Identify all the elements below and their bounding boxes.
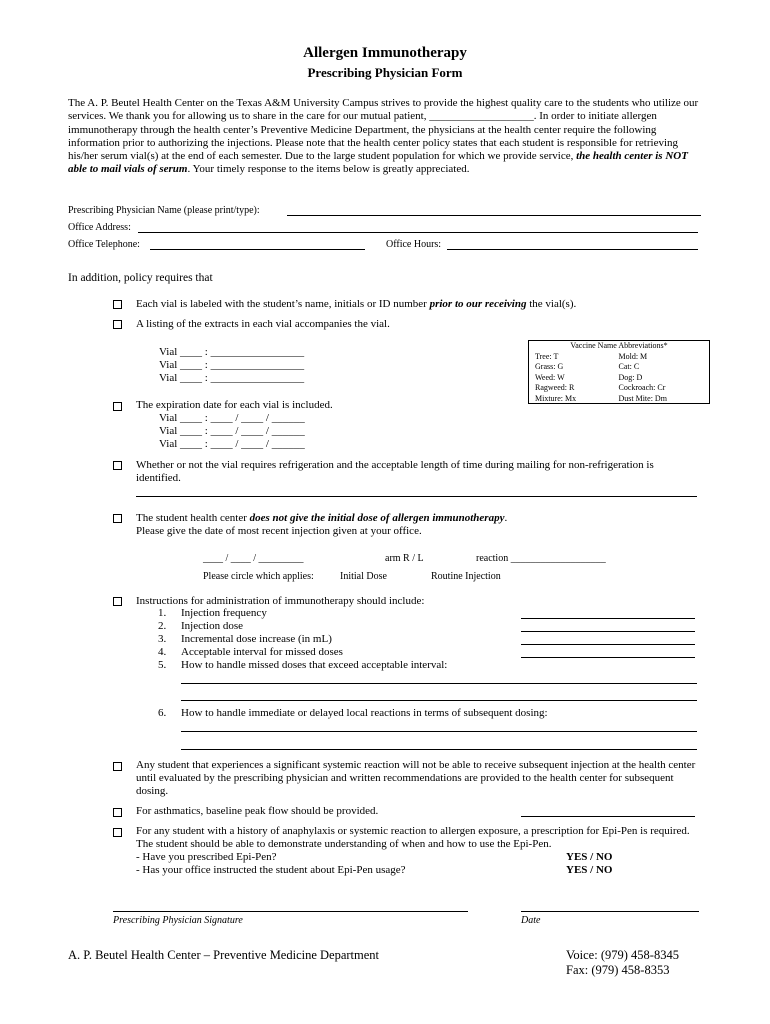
instruction-num-3: 3. <box>158 633 167 645</box>
office-address-field[interactable] <box>138 232 698 233</box>
item-initial-dose-text-2: . <box>504 512 508 524</box>
abbr-tree: Tree: T <box>535 351 559 361</box>
checkbox-instructions[interactable] <box>113 597 122 606</box>
epipen-question-2: - Has your office instructed the student about Epi-Pen usage? <box>136 864 406 876</box>
checkbox-systemic-reaction[interactable] <box>113 762 122 771</box>
arm-selector[interactable]: arm R / L <box>385 553 424 564</box>
instruction-field-3[interactable] <box>521 644 695 645</box>
vaccine-abbreviations-box <box>528 340 710 404</box>
instruction-text-6: How to handle immediate or delayed local reactions in terms of subsequent dosing: <box>181 707 548 719</box>
office-hours-field[interactable] <box>447 249 698 250</box>
circle-label: Please circle which applies: <box>203 571 314 582</box>
instructions-heading: Instructions for administration of immunotherapy should include: <box>136 595 425 607</box>
item-vial-labeled-emphasis: prior to our receiving <box>429 298 527 310</box>
instruction-text-5: How to handle missed doses that exceed acceptable interval: <box>181 659 448 671</box>
footer-fax: Fax: (979) 458-8353 <box>566 963 670 977</box>
form-title: Allergen Immunotherapy <box>303 45 467 61</box>
vial-date-line-3[interactable]: Vial ____ : ____ / ____ / ______ <box>159 438 305 450</box>
policy-intro: In addition, policy requires that <box>68 272 213 284</box>
item-vial-labeled <box>136 298 576 311</box>
item-systemic-reaction: Any student that experiences a significant systemic reaction will not be able to receive subsequent injection at the health center until evaluated by the prescribing physician and written recommendations are provided to the health center for subsequent dosing. <box>136 759 696 797</box>
checkbox-anaphylaxis[interactable] <box>113 828 122 837</box>
reaction-field[interactable]: reaction ___________________ <box>476 553 606 564</box>
instruction-field-5a[interactable] <box>181 683 697 684</box>
instruction-field-4[interactable] <box>521 657 695 658</box>
item-vial-labeled-text-1: Each vial is labeled with the student’s name, initials or ID number <box>136 298 430 310</box>
abbr-dog: Dog: D <box>618 372 643 382</box>
item-vial-labeled-text-2: the vial(s). <box>526 298 577 310</box>
instruction-field-6b[interactable] <box>181 749 697 750</box>
abbr-cat: Cat: C <box>618 362 640 371</box>
instruction-text-1: Injection frequency <box>181 607 267 619</box>
office-telephone-field[interactable] <box>150 249 365 250</box>
item-extracts-listing: A listing of the extracts in each vial accompanies the vial. <box>136 318 390 330</box>
footer-department: A. P. Beutel Health Center – Preventive Medicine Department <box>68 948 380 962</box>
item-initial-dose-emphasis: does not give the initial dose of allergen immunotherapy <box>249 512 505 524</box>
instruction-num-1: 1. <box>158 607 167 619</box>
checkbox-refrigeration[interactable] <box>113 461 122 470</box>
item-initial-dose <box>136 512 507 525</box>
instruction-num-5: 5. <box>158 659 167 671</box>
office-hours-label: Office Hours: <box>386 239 442 250</box>
office-address-label: Office Address: <box>68 222 131 233</box>
item-asthmatics: For asthmatics, baseline peak flow should be provided. <box>136 805 379 817</box>
abbr-ragweed: Ragweed: R <box>535 383 575 392</box>
intro-text-2: . Your timely response to the items below is greatly appreciated. <box>187 163 470 176</box>
footer-voice: Voice: (979) 458-8345 <box>566 948 679 962</box>
intro-paragraph <box>68 97 708 177</box>
instruction-text-2: Injection dose <box>181 620 244 632</box>
abbr-dust-mite: Dust Mite: Dm <box>618 393 667 403</box>
abbr-weed: Weed: W <box>535 372 565 382</box>
item-refrigeration: Whether or not the vial requires refrigeration and the acceptable length of time during mailing for non-refrigeration is identified. <box>136 459 654 484</box>
checkbox-expiration[interactable] <box>113 402 122 411</box>
instruction-field-6a[interactable] <box>181 731 697 732</box>
item-anaphylaxis: For any student with a history of anaphylaxis or systemic reaction to allergen exposure, a prescription for Epi-Pen is required. The student should be able to demonstrate understanding of when and how to use the Epi-Pen. <box>136 825 690 850</box>
physician-name-label: Prescribing Physician Name (please print/type): <box>68 205 260 216</box>
option-initial-dose[interactable]: Initial Dose <box>340 571 387 582</box>
epipen-answer-1[interactable]: YES / NO <box>566 851 613 863</box>
intro-emphasis: the health center is NOT able to mail vials of serum <box>68 150 688 176</box>
date-field[interactable] <box>521 911 699 912</box>
abbreviations-table <box>529 352 709 405</box>
form-subtitle: Prescribing Physician Form <box>307 65 463 80</box>
item-expiration: The expiration date for each vial is included. <box>136 399 333 411</box>
instruction-field-5b[interactable] <box>181 700 697 701</box>
instruction-text-4: Acceptable interval for missed doses <box>181 646 343 658</box>
instruction-field-1[interactable] <box>521 618 695 619</box>
vial-line-3[interactable]: Vial ____ : _________________ <box>159 372 305 384</box>
checkbox-extracts-listing[interactable] <box>113 320 122 329</box>
signature-label: Prescribing Physician Signature <box>113 915 243 926</box>
epipen-answer-2[interactable]: YES / NO <box>566 864 613 876</box>
item-initial-dose-text-1: The student health center <box>136 512 250 524</box>
vial-date-line-1[interactable]: Vial ____ : ____ / ____ / ______ <box>159 412 305 424</box>
office-telephone-label: Office Telephone: <box>68 239 140 250</box>
instruction-num-4: 4. <box>158 646 167 658</box>
checkbox-vial-labeled[interactable] <box>113 300 122 309</box>
vial-date-line-2[interactable]: Vial ____ : ____ / ____ / ______ <box>159 425 305 437</box>
checkbox-initial-dose[interactable] <box>113 514 122 523</box>
instruction-field-2[interactable] <box>521 631 695 632</box>
abbr-mixture: Mixture: Mx <box>535 393 577 403</box>
signature-field[interactable] <box>113 911 468 912</box>
checkbox-asthmatics[interactable] <box>113 808 122 817</box>
peak-flow-field[interactable] <box>521 816 695 817</box>
refrigeration-field[interactable] <box>136 496 697 497</box>
abbr-grass: Grass: G <box>535 362 564 371</box>
abbreviations-header: Vaccine Name Abbreviations* <box>570 341 668 350</box>
intro-text-1: The A. P. Beutel Health Center on the Texas A&M University Campus strives to provide the highest quality care to the students who utilize our services. We thank you for allowing us to share in the care for our mutual patient, ___________________. In order to initiate allergen immunotherapy through the health center’s Preventive Medicine Department, the physicians at the health center require the following information prior to authorizing the injections. Please note that the health center policy states that each student is responsible for retrieving his/her serum vial(s) at the end of each semester. Due to the large student population for which we provide service, <box>68 97 699 163</box>
injection-date-field[interactable]: ____ / ____ / _________ <box>203 553 304 564</box>
instruction-num-2: 2. <box>158 620 167 632</box>
abbr-cockroach: Cockroach: Cr <box>618 383 666 392</box>
instruction-text-3: Incremental dose increase (in mL) <box>181 633 332 645</box>
date-label: Date <box>521 915 541 926</box>
instruction-num-6: 6. <box>158 707 167 719</box>
vial-line-2[interactable]: Vial ____ : _________________ <box>159 359 305 371</box>
item-initial-dose-instructions: Please give the date of most recent injection given at your office. <box>136 525 422 537</box>
physician-name-field[interactable] <box>287 215 701 216</box>
epipen-question-1: - Have you prescribed Epi-Pen? <box>136 851 277 863</box>
abbr-mold: Mold: M <box>618 351 648 361</box>
vial-line-1[interactable]: Vial ____ : _________________ <box>159 346 305 358</box>
option-routine-injection[interactable]: Routine Injection <box>431 571 501 582</box>
